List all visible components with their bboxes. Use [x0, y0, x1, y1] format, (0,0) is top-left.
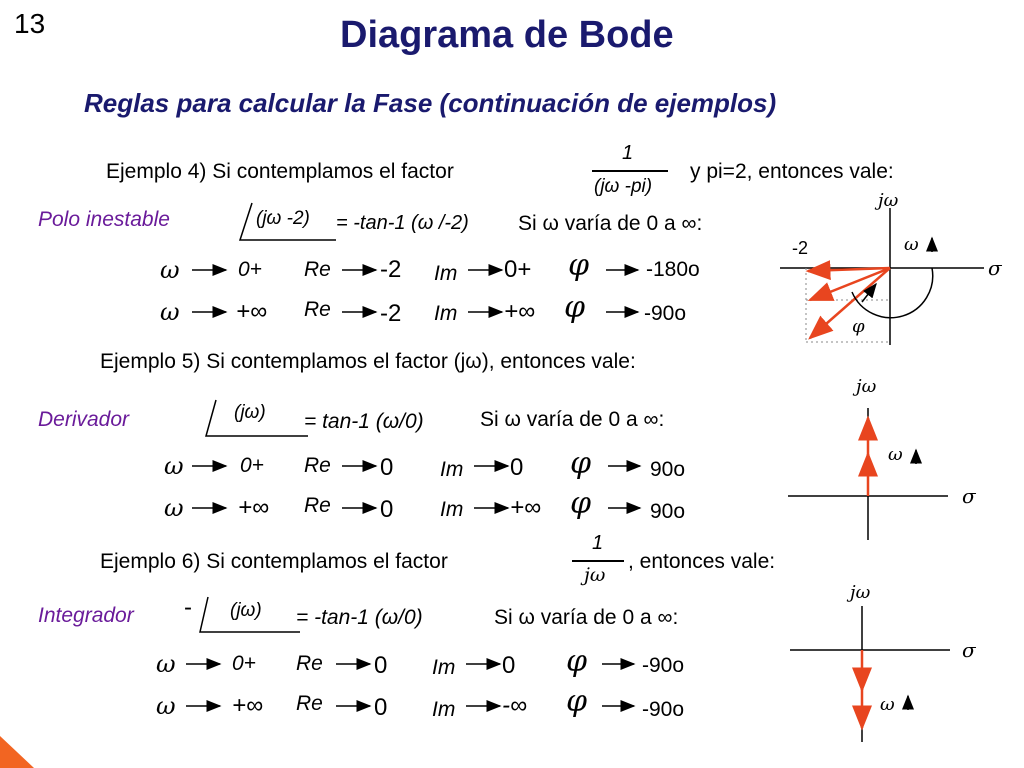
ex4-plot-sigma-label: σ	[988, 256, 1002, 280]
ex6-row2-re-value: 0	[374, 694, 388, 721]
ex4-plot-omega-label: ω	[904, 234, 919, 255]
ex4-row1-im-value: 0+	[504, 256, 532, 283]
ex5-row2-im-value: +∞	[510, 494, 542, 521]
ex6-intro: Ejemplo 6) Si contemplamos el factor	[100, 550, 448, 573]
ex5-row2-result: 90o	[650, 500, 686, 523]
ex5-row1-im-value: 0	[510, 454, 524, 481]
ex5-row1-omega: ω	[164, 452, 184, 480]
ex5-row2-re: Re	[304, 494, 331, 517]
ex6-row1-re-value: 0	[374, 652, 388, 679]
ex6-row1-re: Re	[296, 652, 323, 675]
ex6-row2-im-value: -∞	[502, 692, 528, 719]
ex5-row1-w-value: 0+	[240, 454, 264, 477]
ex4-row2-re: Re	[304, 298, 331, 321]
ex4-formula: = -tan-1 (ω /-2)	[336, 212, 469, 234]
ex6-row1-phi: φ	[566, 644, 588, 679]
ex6-condition: Si ω varía de 0 a ∞:	[494, 606, 679, 629]
ex6-label: Integrador	[38, 604, 134, 627]
ex6-plot-omega-label: ω	[880, 694, 895, 715]
ex4-row2-im-value: +∞	[504, 298, 536, 325]
ex4-vector	[810, 268, 890, 300]
ex4-vector	[810, 268, 890, 338]
ex4-row1-re-value: -2	[380, 256, 402, 283]
ex4-after-text: y pi=2, entonces vale:	[690, 160, 894, 183]
ex5-row2-omega: ω	[164, 494, 184, 522]
ex6-formula: = -tan-1 (ω/0)	[296, 606, 423, 629]
ex6-row1-im: Im	[432, 656, 456, 679]
corner-decoration	[0, 736, 34, 768]
ex4-plot-phi-label: φ	[852, 316, 865, 337]
ex4-phase-arc	[852, 268, 933, 318]
ex6-row2-phi: φ	[566, 684, 588, 719]
ex4-row1-phi: φ	[568, 248, 590, 283]
ex4-row1-w-value: 0+	[238, 258, 262, 281]
ex5-row1-re-value: 0	[380, 454, 394, 481]
ex6-row2-re: Re	[296, 692, 323, 715]
ex4-fraction-denominator: (jω -pi)	[594, 176, 653, 197]
ex4-row2-phi: φ	[564, 290, 586, 325]
ex5-formula: = tan-1 (ω/0)	[304, 410, 424, 433]
ex4-row1-im: Im	[434, 262, 458, 285]
ex6-row2-im: Im	[432, 698, 456, 721]
ex5-row1-phi: φ	[570, 446, 592, 481]
ex6-row2-w-value: +∞	[232, 692, 264, 719]
ex5-plot-sigma-label: σ	[962, 484, 976, 508]
ex4-row2-im: Im	[434, 302, 458, 325]
ex6-fraction-denominator: jω	[584, 564, 606, 586]
ex5-angle-arg: (jω)	[234, 402, 266, 423]
ex6-row1-omega: ω	[156, 650, 176, 678]
ex6-after-text: , entonces vale:	[628, 550, 776, 573]
ex6-plot-sigma-label: σ	[962, 638, 976, 662]
ex4-row2-result: -90o	[644, 302, 687, 325]
ex4-fraction-numerator: 1	[622, 142, 634, 164]
slide-title: Diagrama de Bode	[340, 14, 674, 56]
ex5-row2-im: Im	[440, 498, 464, 521]
ex4-row1-result: -180o	[646, 258, 700, 281]
ex5-plot-jw-label: jω	[856, 376, 877, 397]
ex4-row1-re: Re	[304, 258, 331, 281]
ex4-plot-pole-label: -2	[792, 238, 809, 258]
ex4-angle-arg: (jω -2)	[256, 208, 310, 229]
ex5-label: Derivador	[38, 408, 130, 431]
ex6-plot-jw-label: jω	[850, 582, 871, 603]
ex5-row2-w-value: +∞	[238, 494, 270, 521]
ex6-row2-result: -90o	[642, 698, 685, 721]
ex4-condition: Si ω varía de 0 a ∞:	[518, 212, 703, 235]
ex4-row2-w-value: +∞	[236, 298, 268, 325]
ex4-plot-jw-label: jω	[878, 190, 899, 211]
ex6-row1-result: -90o	[642, 654, 685, 677]
ex4-intro: Ejemplo 4) Si contemplamos el factor	[106, 160, 454, 183]
ex5-row1-re: Re	[304, 454, 331, 477]
ex5-row2-phi: φ	[570, 486, 592, 521]
ex4-label: Polo inestable	[38, 208, 170, 231]
ex4-row1-omega: ω	[160, 256, 180, 284]
ex6-fraction-numerator: 1	[592, 532, 604, 554]
slide-number: 13	[14, 8, 46, 39]
slide-subtitle: Reglas para calcular la Fase (continuación de ejemplos)	[84, 88, 777, 118]
ex5-row1-result: 90o	[650, 458, 686, 481]
ex5-row1-im: Im	[440, 458, 464, 481]
ex6-row1-im-value: 0	[502, 652, 516, 679]
ex6-row1-w-value: 0+	[232, 652, 256, 675]
ex5-plot-omega-label: ω	[888, 444, 903, 465]
ex5-condition: Si ω varía de 0 a ∞:	[480, 408, 665, 431]
ex4-row2-omega: ω	[160, 298, 180, 326]
ex5-row2-re-value: 0	[380, 496, 394, 523]
ex6-angle-arg: (jω)	[230, 600, 262, 621]
ex6-row2-omega: ω	[156, 692, 176, 720]
ex6-minus-sign: -	[184, 594, 192, 621]
ex5-intro: Ejemplo 5) Si contemplamos el factor (jω), entonces vale:	[100, 350, 636, 373]
ex4-row2-re-value: -2	[380, 300, 402, 327]
